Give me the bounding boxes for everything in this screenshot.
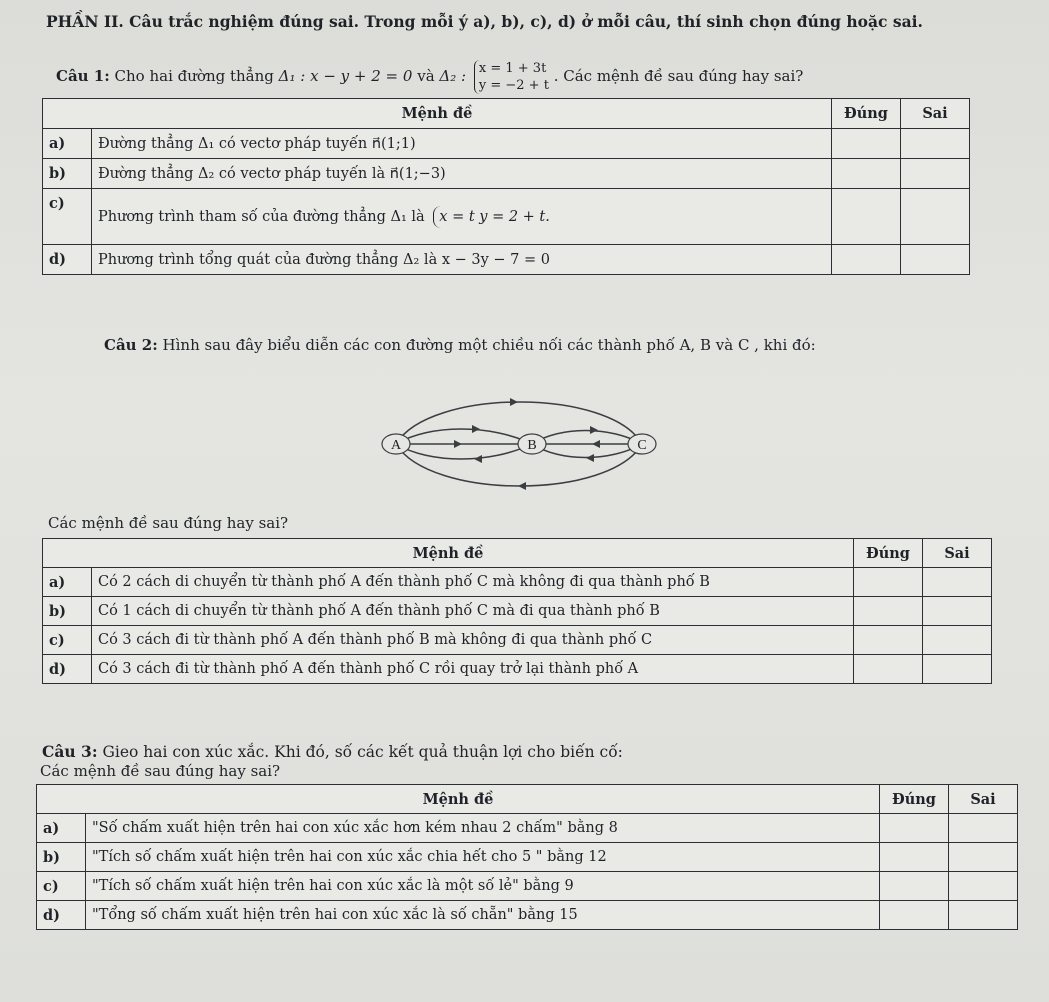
- arrow-top-outer: [510, 398, 518, 406]
- header-statement: Mệnh đề: [43, 539, 854, 568]
- row-label: d): [43, 655, 92, 684]
- row-label: d): [37, 901, 86, 930]
- row-text: "Tổng số chấm xuất hiện trên hai con xúc xắc là số chẵn" bằng 15: [86, 901, 880, 930]
- false-cell[interactable]: [901, 159, 970, 189]
- table-row: [43, 597, 992, 626]
- false-cell[interactable]: [923, 655, 992, 684]
- road-b-c-upper: [532, 431, 642, 445]
- question-3-text: Gieo hai con xúc xắc. Khi đó, số các kết quả thuận lợi cho biến cố:: [102, 743, 623, 761]
- row-text: Đường thẳng Δ₁ có vectơ pháp tuyến n⃗(1;1): [92, 129, 832, 159]
- param-system: [433, 206, 550, 228]
- true-cell[interactable]: [854, 568, 923, 597]
- arrow-b-c-upper: [590, 426, 598, 434]
- row-label: c): [37, 872, 86, 901]
- arrow-a-b-straight: [454, 440, 462, 448]
- question-3-intro: Các mệnh đề sau đúng hay sai?: [40, 762, 281, 780]
- false-cell[interactable]: [923, 568, 992, 597]
- true-cell[interactable]: [854, 626, 923, 655]
- question-2-text: Hình sau đây biểu diễn các con đường một chiều nối các thành phố A, B và C , khi đó:: [162, 336, 816, 354]
- row-label: b): [43, 159, 92, 189]
- row-text: [92, 189, 832, 245]
- table-row: [43, 626, 992, 655]
- row-text: Có 2 cách di chuyển từ thành phố A đến thành phố C mà không đi qua thành phố B: [92, 568, 854, 597]
- table-row: [43, 245, 970, 275]
- true-cell[interactable]: [880, 872, 949, 901]
- row-text-main: Phương trình tham số của đường thẳng Δ₁ là: [98, 208, 425, 225]
- table-row: [43, 189, 970, 245]
- true-cell[interactable]: [880, 814, 949, 843]
- row-text: Có 1 cách di chuyển từ thành phố A đến thành phố C mà đi qua thành phố B: [92, 597, 854, 626]
- header-false: Sai: [923, 539, 992, 568]
- true-cell[interactable]: [880, 901, 949, 930]
- false-cell[interactable]: [949, 814, 1018, 843]
- false-cell[interactable]: [901, 129, 970, 159]
- question-1-label: Câu 1:: [56, 67, 110, 85]
- header-true: Đúng: [854, 539, 923, 568]
- row-label: c): [43, 189, 92, 245]
- table-row: [37, 843, 1018, 872]
- false-cell[interactable]: [901, 189, 970, 245]
- road-top-outer: [396, 402, 642, 444]
- false-cell[interactable]: [923, 626, 992, 655]
- row-label: a): [43, 568, 92, 597]
- table-row: [43, 655, 992, 684]
- node-a-label: A: [390, 438, 402, 453]
- header-statement: Mệnh đề: [43, 99, 832, 129]
- row-text: Đường thẳng Δ₂ có vectơ pháp tuyến là n⃗(1;−3): [92, 159, 832, 189]
- table-row: [37, 872, 1018, 901]
- question-1-tail: . Các mệnh đề sau đúng hay sai?: [553, 67, 804, 85]
- question-3-statement: [42, 742, 623, 761]
- header-false: Sai: [949, 785, 1018, 814]
- delta2-name: Δ₂ :: [439, 67, 467, 85]
- city-road-diagram: [370, 388, 670, 500]
- arrow-a-b-upper: [472, 425, 480, 433]
- road-a-b-upper: [396, 429, 532, 444]
- question-2-intro: Các mệnh đề sau đúng hay sai?: [48, 514, 289, 532]
- table-row: [43, 129, 970, 159]
- road-bottom-outer: [396, 444, 642, 486]
- true-cell[interactable]: [854, 655, 923, 684]
- header-false: Sai: [901, 99, 970, 129]
- true-cell[interactable]: [832, 159, 901, 189]
- question-1-text: Cho hai đường thẳng: [114, 67, 274, 85]
- table-row: [37, 901, 1018, 930]
- table-row: [37, 814, 1018, 843]
- row-label: d): [43, 245, 92, 275]
- true-cell[interactable]: [832, 245, 901, 275]
- question-3-label: Câu 3:: [42, 742, 98, 761]
- arrow-a-b-lower: [474, 455, 482, 463]
- question-1-table: [42, 98, 970, 275]
- question-3-table: [36, 784, 1018, 930]
- delta2-x: x = 1 + 3t: [478, 61, 547, 76]
- delta2-y: y = −2 + t: [478, 78, 549, 93]
- table-row: [43, 159, 970, 189]
- param-y: y = 2 + t.: [479, 208, 550, 225]
- row-text: Phương trình tổng quát của đường thẳng Δ₂ là x − 3y − 7 = 0: [92, 245, 832, 275]
- row-label: a): [43, 129, 92, 159]
- header-true: Đúng: [880, 785, 949, 814]
- false-cell[interactable]: [949, 872, 1018, 901]
- question-1-statement: [56, 60, 803, 94]
- false-cell[interactable]: [901, 245, 970, 275]
- node-c-label: C: [637, 438, 647, 453]
- row-label: a): [37, 814, 86, 843]
- row-text: "Tích số chấm xuất hiện trên hai con xúc xắc chia hết cho 5 " bằng 12: [86, 843, 880, 872]
- delta1-equation: Δ₁ : x − y + 2 = 0: [278, 67, 413, 85]
- arrow-b-c-lower: [586, 454, 594, 462]
- false-cell[interactable]: [949, 901, 1018, 930]
- question-2-statement: [104, 336, 816, 354]
- arrow-bottom-outer: [518, 482, 526, 490]
- false-cell[interactable]: [949, 843, 1018, 872]
- row-label: b): [37, 843, 86, 872]
- question-2-table: [42, 538, 992, 684]
- part-heading: PHẦN II. Câu trắc nghiệm đúng sai. Trong mỗi ý a), b), c), d) ở mỗi câu, thí sinh chọn đúng hoặc sai.: [46, 12, 923, 31]
- row-text: "Tích số chấm xuất hiện trên hai con xúc xắc là một số lẻ" bằng 9: [86, 872, 880, 901]
- row-text: "Số chấm xuất hiện trên hai con xúc xắc hơn kém nhau 2 chấm" bằng 8: [86, 814, 880, 843]
- row-text: Có 3 cách đi từ thành phố A đến thành phố C rồi quay trở lại thành phố A: [92, 655, 854, 684]
- true-cell[interactable]: [854, 597, 923, 626]
- table-row: [43, 568, 992, 597]
- true-cell[interactable]: [832, 189, 901, 245]
- header-statement: Mệnh đề: [37, 785, 880, 814]
- question-2-label: Câu 2:: [104, 336, 158, 354]
- node-b-label: B: [527, 438, 537, 453]
- row-label: c): [43, 626, 92, 655]
- road-b-c-lower: [532, 444, 642, 458]
- param-x: x = t: [439, 208, 475, 225]
- true-cell[interactable]: [832, 129, 901, 159]
- true-cell[interactable]: [880, 843, 949, 872]
- header-true: Đúng: [832, 99, 901, 129]
- row-text: Có 3 cách đi từ thành phố A đến thành phố B mà không đi qua thành phố C: [92, 626, 854, 655]
- false-cell[interactable]: [923, 597, 992, 626]
- and-word: và: [417, 67, 435, 85]
- arrow-b-c-straight: [592, 440, 600, 448]
- row-label: b): [43, 597, 92, 626]
- delta2-system: [474, 60, 549, 94]
- road-a-b-lower: [396, 444, 532, 459]
